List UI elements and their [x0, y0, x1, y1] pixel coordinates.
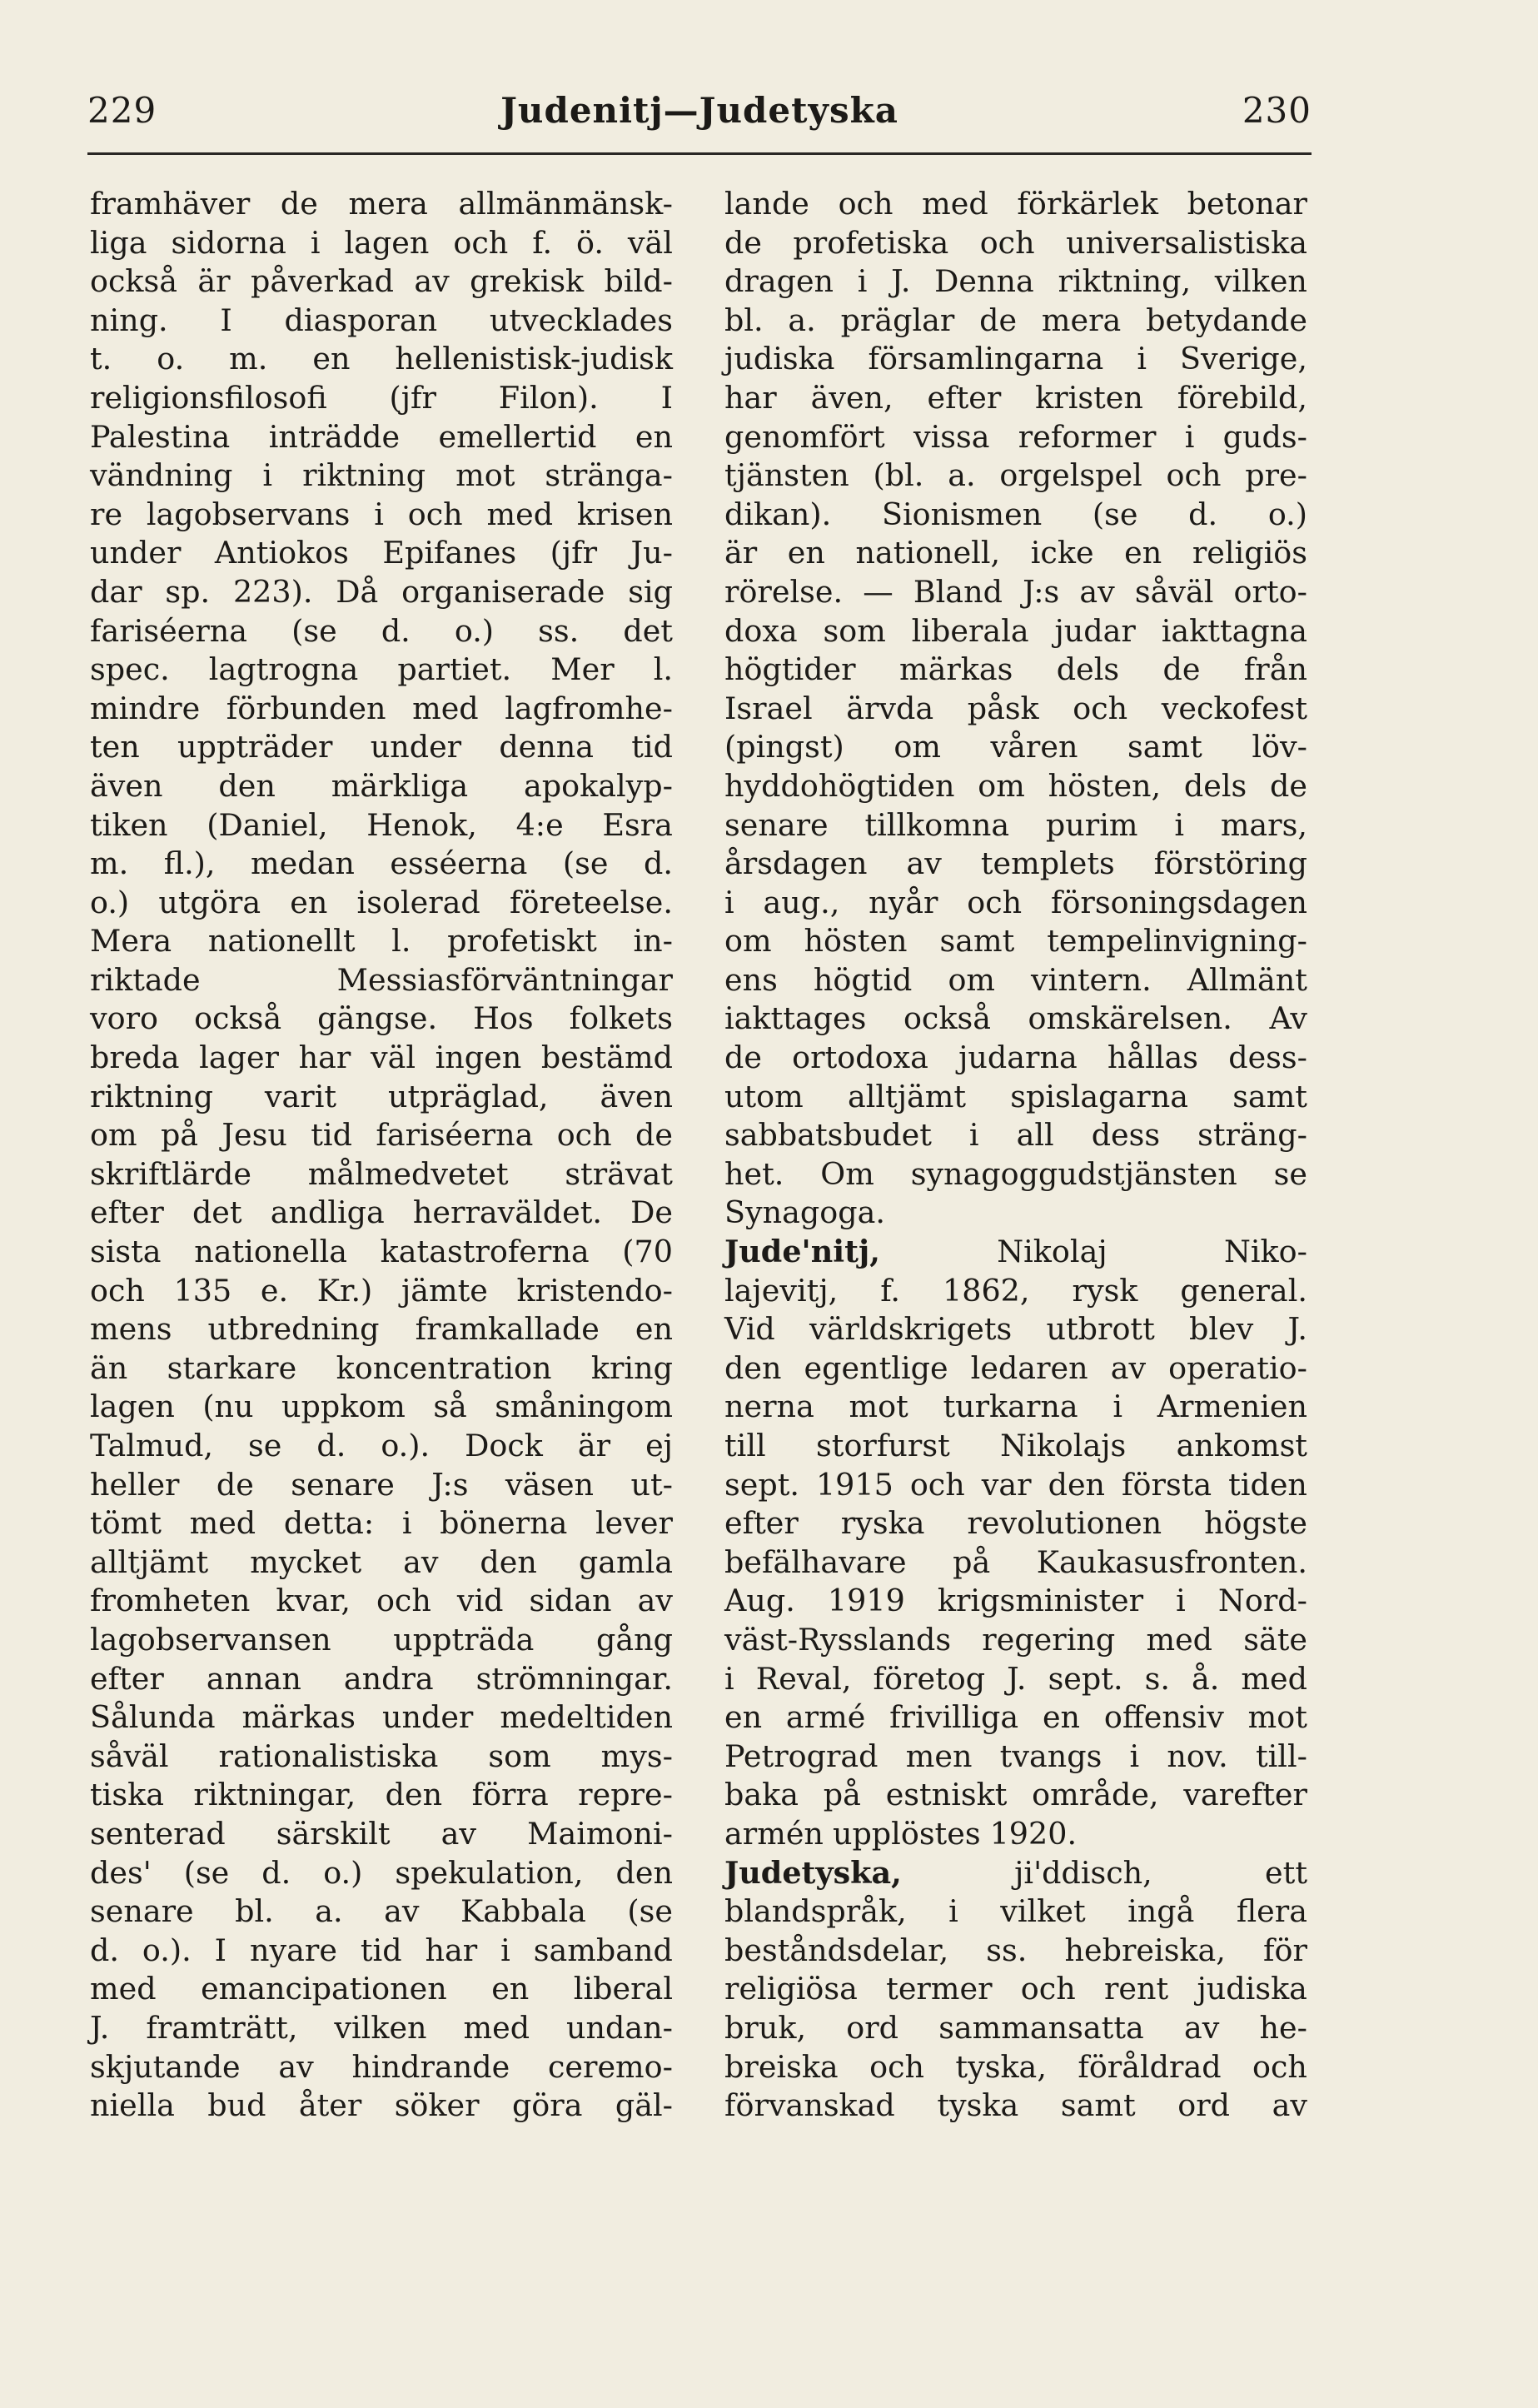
text-line: baka på estniskt område, varefter [724, 1777, 1307, 1813]
text-line: Petrograd men tvangs i nov. till- [724, 1737, 1307, 1774]
text-line: väst-Rysslands regering med säte [724, 1621, 1307, 1658]
text-line: Mera nationellt l. profetiskt in- [90, 923, 673, 960]
text-line: d. o.). I nyare tid har i samband [90, 1932, 673, 1968]
text-line: ning. I diasporan utvecklades [90, 302, 673, 338]
text-line: efter det andliga herraväldet. De [90, 1194, 673, 1231]
text-line: dikan). Sionismen (se d. o.) [724, 496, 1307, 532]
text-line: des' (se d. o.) spekulation, den [90, 1854, 673, 1891]
text-line: de ortodoxa judarna hållas dess- [724, 1039, 1307, 1076]
text-line: Jude'nitj, Nikolaj Niko- [724, 1234, 1307, 1270]
text-line: Aug. 1919 krigsminister i Nord- [724, 1583, 1307, 1619]
text-line: spec. lagtrogna partiet. Mer l. [90, 651, 673, 688]
text-line: Talmud, se d. o.). Dock är ej [90, 1428, 673, 1463]
text-line: vändning i riktning mot stränga- [90, 457, 673, 494]
text-line: framhäver de mera allmänmänsk- [90, 186, 673, 222]
text-line: tiska riktningar, den förra repre- [90, 1777, 673, 1813]
page-header [87, 90, 1312, 140]
text-line: genomfört vissa reformer i guds- [724, 418, 1307, 455]
text-line: mens utbredning framkallade en [90, 1311, 673, 1348]
text-line: liga sidorna i lagen och f. ö. väl [90, 224, 673, 261]
text-line: doxa som liberala judar iakttagna [724, 612, 1307, 649]
page-number-left: 229 [87, 90, 157, 131]
text-line: riktning varit utpräglad, även [90, 1078, 673, 1114]
text-line: riktade Messiasförväntningar [90, 961, 673, 998]
text-line: sept. 1915 och var den första tiden [724, 1466, 1307, 1503]
page-number-right: 230 [1242, 90, 1312, 131]
text-line: lajevitj, f. 1862, rysk general. [724, 1272, 1307, 1309]
text-line: Judetyska, ji'ddisch, ett [724, 1854, 1307, 1891]
text-line: senare tillkomna purim i mars, [724, 806, 1307, 843]
text-line: bruk, ord sammansatta av he- [724, 2009, 1307, 2046]
text-line: ten uppträder under denna tid [90, 729, 673, 765]
text-line: även den märkliga apokalyp- [90, 767, 673, 804]
text-line: är en nationell, icke en religiös [724, 535, 1307, 571]
page-title: Judenitj—Judetyska [500, 90, 898, 131]
text-line: Vid världskrigets utbrott blev J. [724, 1311, 1307, 1348]
header-rule [87, 152, 1312, 155]
text-line: dar sp. 223). Då organiserade sig [90, 573, 673, 610]
right-column [724, 185, 1307, 2126]
text-line: ens högtid om vintern. Allmänt [724, 961, 1307, 998]
text-line: senare bl. a. av Kabbala (se [90, 1893, 673, 1930]
text-line: judiska församlingarna i Sverige, [724, 341, 1307, 377]
text-line: rörelse. — Bland J:s av såväl orto- [724, 573, 1307, 610]
text-line: beståndsdelar, ss. hebreiska, för [724, 1932, 1307, 1968]
text-line: iakttages också omskärelsen. Av [724, 1000, 1307, 1037]
text-line: nerna mot turkarna i Armenien [724, 1388, 1307, 1425]
text-line: voro också gängse. Hos folkets [90, 1000, 673, 1037]
text-line: tjänsten (bl. a. orgelspel och pre- [724, 457, 1307, 494]
text-line: till storfurst Nikolajs ankomst [724, 1428, 1307, 1463]
text-line: utom alltjämt spislagarna samt [724, 1078, 1307, 1114]
text-line: Israel ärvda påsk och veckofest [724, 690, 1307, 726]
text-line: Sålunda märkas under medeltiden [90, 1699, 673, 1736]
text-line: breiska och tyska, föråldrad och [724, 2048, 1307, 2085]
text-line: o.) utgöra en isolerad företeelse. [90, 884, 673, 920]
text-line: om på Jesu tid fariséerna och de [90, 1117, 673, 1154]
text-line: t. o. m. en hellenistisk-judisk [90, 341, 673, 377]
text-line: sista nationella katastroferna (70 [90, 1234, 673, 1270]
text-line: het. Om synagoggudstjänsten se [724, 1155, 1307, 1192]
text-line: högtider märkas dels de från [724, 651, 1307, 688]
text-line: med emancipationen en liberal [90, 1971, 673, 2007]
text-line: religionsfilosofi (jfr Filon). I [90, 379, 673, 416]
text-line: tiken (Daniel, Henok, 4:e Esra [90, 806, 673, 843]
text-line: såväl rationalistiska som mys- [90, 1737, 673, 1774]
text-line: hyddohögtiden om hösten, dels de [724, 767, 1307, 804]
text-line: de profetiska och universalistiska [724, 224, 1307, 261]
text-line: religiösa termer och rent judiska [724, 1971, 1307, 2007]
text-line: Palestina inträdde emellertid en [90, 418, 673, 455]
text-line: tömt med detta: i bönerna lever [90, 1505, 673, 1542]
text-line: efter ryska revolutionen högste [724, 1505, 1307, 1542]
text-line: re lagobservans i och med krisen [90, 496, 673, 532]
text-line: skriftlärde målmedvetet strävat [90, 1155, 673, 1192]
text-line: blandspråk, i vilket ingå flera [724, 1893, 1307, 1930]
text-line: J. framträtt, vilken med undan- [90, 2009, 673, 2046]
text-line: mindre förbunden med lagfromhe- [90, 690, 673, 726]
text-line: m. fl.), medan esséerna (se d. [90, 845, 673, 882]
text-line: och 135 e. Kr.) jämte kristendo- [90, 1272, 673, 1309]
text-line: heller de senare J:s väsen ut- [90, 1466, 673, 1503]
text-line: årsdagen av templets förstöring [724, 845, 1307, 882]
text-line: än starkare koncentration kring [90, 1349, 673, 1386]
text-line: niella bud åter söker göra gäl- [90, 2087, 673, 2124]
text-line: efter annan andra strömningar. [90, 1660, 673, 1697]
text-line: sabbatsbudet i all dess sträng- [724, 1117, 1307, 1154]
text-line: har även, efter kristen förebild, [724, 379, 1307, 416]
text-line: förvanskad tyska samt ord av [724, 2087, 1307, 2124]
text-line: också är påverkad av grekisk bild- [90, 263, 673, 300]
text-line: i Reval, företog J. sept. s. å. med [724, 1660, 1307, 1697]
text-line: fromheten kvar, och vid sidan av [90, 1583, 673, 1619]
text-line: senterad särskilt av Maimoni- [90, 1815, 673, 1852]
text-line: armén upplöstes 1920. [724, 1815, 1078, 1852]
text-line: bl. a. präglar de mera betydande [724, 302, 1307, 338]
text-line: lagen (nu uppkom så småningom [90, 1388, 673, 1425]
text-line: lagobservansen uppträda gång [90, 1621, 673, 1658]
text-line: under Antiokos Epifanes (jfr Ju- [90, 535, 673, 571]
text-line: Synagoga. [724, 1194, 885, 1231]
text-line: dragen i J. Denna riktning, vilken [724, 263, 1307, 300]
text-line: breda lager har väl ingen bestämd [90, 1039, 673, 1076]
text-line: fariséerna (se d. o.) ss. det [90, 612, 673, 649]
text-line: en armé frivilliga en offensiv mot [724, 1699, 1307, 1736]
text-line: (pingst) om våren samt löv- [724, 729, 1307, 765]
text-line: om hösten samt tempelinvigning- [724, 923, 1307, 960]
text-line: den egentlige ledaren av operatio- [724, 1349, 1307, 1386]
text-line: befälhavare på Kaukasusfronten. [724, 1543, 1307, 1580]
text-line: lande och med förkärlek betonar [724, 186, 1307, 222]
text-line: alltjämt mycket av den gamla [90, 1543, 673, 1580]
left-column [90, 185, 673, 2126]
text-line: skjutande av hindrande ceremo- [90, 2048, 673, 2085]
text-line: i aug., nyår och försoningsdagen [724, 884, 1307, 920]
